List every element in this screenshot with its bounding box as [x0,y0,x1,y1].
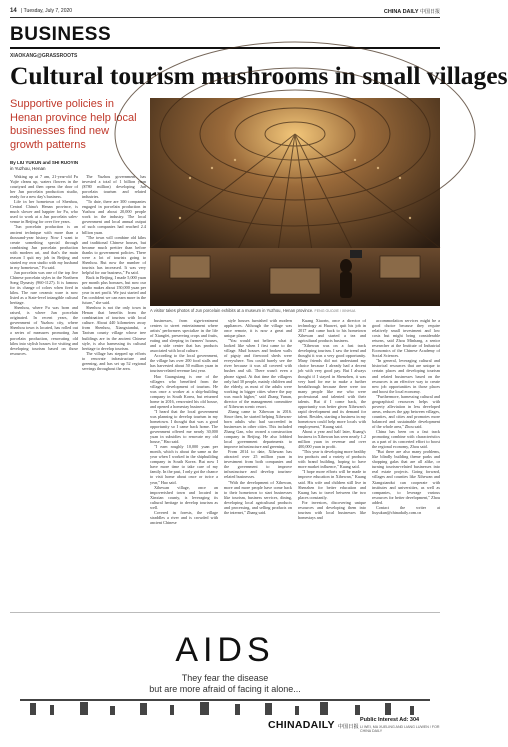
article-paragraph: "I heard that the local government was planning to develop tourism in my hometown. I thought that was a good opportunity so I came back home. The government offered me nearly 30,000 yuan in subsidies to renovate my old house," Hao said. [150,408,218,445]
masthead-right [384,8,440,15]
photo-caption [150,308,440,313]
article-paragraph: For investors, discovering unique resources and developing them into tourism with local businesses like homestays and [298,499,366,520]
ad-decorative-pattern [10,697,440,717]
article-column-3 [150,318,218,606]
article-paragraph: style houses furnished with modern appliances. Although the village was once remote, it is now a great and unique place. [224,318,292,339]
article-paragraph: The village has stepped up efforts to renovate infrastructure and greening, and has set up 52 regional servings throughout the area. [82,350,146,371]
article-column-2 [82,174,146,606]
article-paragraph: "Jun porcelain production is an ancient technique with more than a thousand-year history. Now I want to create something special through combining Jun porcelain production with modern art, and that's the main reason I quit my job in Beijing and started my own studio with my husband in my hometown," Fu said. [10,224,78,270]
article-paragraph: "With the development of Xihewan, more and more people have come back to their hometown to start businesses like tourism, business services, dining, developing local agricultural products and processing, and selling products on the internet," Zhang said. [224,479,292,515]
ad-credit: LI WEI, MA XUELING AND LIANG LUWEN / FOR CHINA DAILY [360,725,440,733]
article-paragraph: Back in Beijing, I made 5,000 yuan per month plus bonuses, but now our studio makes about 150,000 yuan per year in net profit. We just started and I'm confident we can earn more in the future," she said. [82,274,146,306]
article-paragraph: Shenhou, where Fu was born and raised, is where Jun porcelain originated. In recent years, the government of Yuzhou city, where Shenhou town is located, has rolled out a series of measures promoting Jun porcelain production, renovating old kilns into stylish houses for visiting and developing tourism based on those resources. [10,305,78,356]
article-column-5 [298,318,366,606]
article-paragraph: "To date, there are 300 companies engaged in porcelain production in Yuzhou and about 20,000 people work in the industry. The local government and local annual output of such companies had reached 2.4 billion yuan. [82,199,146,235]
article-paragraph: "I hope more efforts will be made to improve education in Xihewan," Kuang said. His wife and children still live in Shenzhen for better education and Kuang has to travel between the two places constantly. [298,469,366,500]
masthead-left [10,8,72,14]
article-paragraph: "The town will combine old kilns and traditional Chinese houses, but became much prettier than before thanks to government policies. There were a lot of tourists going to Shenhou. But now the number of tourists has increased. It was very helpful for our business," Fu said. [82,234,146,275]
article-paragraph: "I earn roughly 10,000 yuan per month, which is about the same as the year when I worked in the shipbuilding company in South Korea. But now I have more time to take care of my family. In the past, I only got the chance to visit home about once or twice a year," Hao said. [150,444,218,485]
logo-text-cn: 中国日报 [337,724,360,730]
article-paragraph: Jun porcelain was one of the top five Chinese porcelain styles in the Northern Song Dynasty (960-1127). It is famous for its change of colors when fired in kilns. The rare ceramic ware is now listed as a State-level intangible cultural heritage. [10,269,78,306]
publication-name: CHINA DAILY [383,8,419,15]
masthead-rule [10,17,440,18]
publication-name-cn: 中国日报 [419,8,440,15]
article-column-6 [372,318,440,606]
headline: Cultural tourism mushrooms in small villages [10,61,508,90]
article-paragraph: Xihewan village, once an impoverished town and located in Xinxian county, is leveraging its cultural heritage to develop tourism as well. [150,484,218,510]
article-paragraph: "This year is developing more healthy tea products and a variety of products with brand building, hoping to have more market influence," Kuang said. [298,449,366,470]
date-line: | Tuesday, July 7, 2020 [21,8,73,14]
article-paragraph: "Furthermore, harnessing cultural and geographical resources helps with poverty alleviation in less developed areas, reduces the gap between villages, counties, and cities and promotes more balanced and sustainable development of the whole area," Zhou said. [372,393,440,429]
article-paragraph: According to the local government, the village has over 200 food stalls and has harvested about 50 million yuan in tourism-related revenue last year. [150,353,218,374]
article-paragraph: "But there are also many problems, like blindly building theme parks and shopping galas that are all alike, or turning tourism-related businesses into real estate projects. Going forward, villages and counties like Xihewan and Xiangxiandui can cooperate with institutes and universities, as well as companies, to leverage various resources for better development," Zhou added. [372,449,440,505]
photo-credit: FENG GUOJIE / XINHUA [314,309,356,313]
byline-location: in Yuzhou, Henan [10,166,46,171]
ad-line-1: They fear the disease [181,673,269,683]
article-paragraph: accommodation services might be a good choice because they require relatively small investment and low costs but might bring considerable returns, said Zhou Minhang, a senior researcher at the Institute of Industrial Economics of the Chinese Academy of Social Sciences. [372,318,440,359]
article-paragraph: About a year and half later, Kuang's business in Xihewan has seen nearly 1.2 million yuan in revenue and over 400,000 yuan in profit. [298,429,366,450]
article-paragraph: businesses, from sign-treatment centers to street entertainment where artists' performers specialize in the life of Xiangfei, preserving crops and fruits, eating and sleeping in farmers' houses, and a side center that has products associated with local culture. [150,318,218,354]
masthead-bar [10,6,440,16]
article-paragraph: Covered in forests, the village straddles a river and is crowded with ancient Chinese [150,509,218,525]
article-paragraph: Zhang came to Xihewan in 2016. Since then, he started helping Xihewan-born adults who had succeeded in businesses in other cities. This included Zhang Gan, who owned a construction company in Beijing. He also lobbied local government departments to improve infrastructure and greening. [224,408,292,450]
article-paragraph: "In general, leveraging cultural and historical resources that are unique to certain places and developing tourism and related businesses based on the resources is an effective way to create new job opportunities in those places and boost the local economy. [372,358,440,394]
page-number: 14 [10,8,17,14]
article-column-4 [224,318,292,606]
museum-interior-image [150,98,440,306]
caption-text: A visitor takes photos of Jun porcelain exhibits at a museum in Yuzhou, Henan province. [150,308,314,313]
article-paragraph: Life in her hometown of Shenhou, Central China's Henan province, is much slower and happier for Fu, who used to work at a Jun porcelain sales-venue in Beijing for over five years. [10,199,78,225]
article-paragraph: "You would not believe what it looked like when I first came to the village. Mud houses and broken walls of pigsty and firewood sheds were everywhere. You could barely see the river because it was all covered with bushes and silt. There wasn't even a phone signal. At that time the villagers only had 30 people, mainly children and the elderly, as most of the adults were working in bigger cities where the pay was much higher," said Zhang Yunan, director of the management committee of Xihewan scenic resort. [224,338,292,409]
ad-pi-title: Public Interest Ad: 304 [360,717,420,723]
article-paragraph: Kuang Xiaorin, once a director of technology at Huawei, quit his job in 2017 and came back to his hometown Xihewan and started a tea and agricultural products business. [298,318,366,344]
deck: Supportive policies in Henan province help local businesses find new growth patterns [10,98,137,151]
article-paragraph: Shenhou is not the only town in Henan that benefits from the combination of tourism with local culture. About 440 kilometers away from Shenhou, Xiangxiandui, a Taoism county village whose tree buildings are in the ancient Chinese style, is also harnessing its cultural heritage to develop tourism. [82,305,146,351]
byline [10,160,78,172]
article-paragraph: "Xihewan was on a fast track developing tourism. I saw the trend and thought it was a very good opportunity. Many friends did not understand my choice because I already had a decent job with very good pay. But I always thought if I stayed in Shenzhen, it was very hard for me to make a further breakthrough because there were too many people like me who were professional and talented with their talents. But if I come back, the opportunity was better given Xihewan's rapid development and its demand for talent. Besides, starting a business in my hometown could help more locals with employment," Kuang said. [298,343,366,429]
section-title: BUSINESS [10,24,112,45]
public-interest-ad [10,612,440,739]
section-rule [10,47,440,49]
kicker: XIAOKANG@GRASSROOTS [10,53,78,59]
article-paragraph: China has been on a fast track promoting combine with characteristics as a part of its concerted effort to boost the regional economy, Zhou said. [372,429,440,450]
article-paragraph: From 2014 to date, Xihewan has attracted over 25 million yuan in investment from both companies and the government to improve infrastructure and develop tourism-related businesses. [224,449,292,480]
ad-title: AIDS [175,631,275,669]
ad-public-interest-label [360,718,419,724]
chinadaily-logo [268,719,359,731]
byline-authors: By LIU YUKUN and SHI RUOYIN [10,160,79,165]
article-paragraph: Hao Guangxiang is one of the villagers who benefited from the village's development of tourism. He was once a worker at a ship-building company in South Korea, but returned home in 2016, renovated his old house, and opened a homestay business. [150,373,218,409]
article-paragraph: Waking up at 7 am, 21-year-old Fu Yujie cleans up, waters flowers in the courtyard and then opens the door of her Jun porcelain production studio, ready for a new day's business. [10,174,78,200]
museum-photo [150,98,440,306]
article-paragraph: The Yuzhou government has invested a total of 1 billion yuan ($780 million) developing Jun porcelain tourism and related industries. [82,174,146,200]
logo-text: CHINADAILY [268,719,335,731]
article-column-1 [10,174,78,606]
article-paragraph: Contact the writer at liuyukun@chinadaily.com.cn [372,504,440,515]
ad-line-2: but are more afraid of facing it alone... [149,684,301,694]
